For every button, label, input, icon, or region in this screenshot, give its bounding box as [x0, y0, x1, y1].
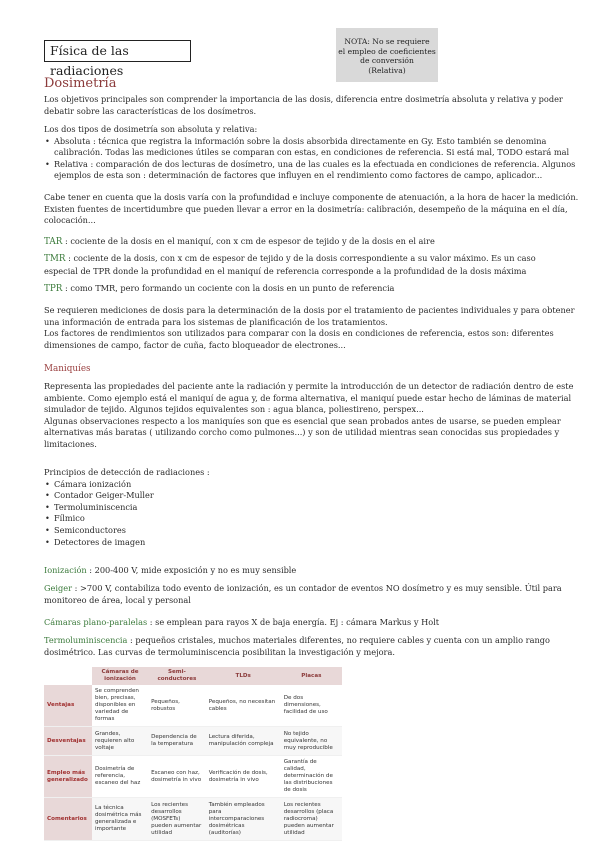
- table-row: [44, 685, 342, 727]
- tmr-text: : cociente de la dosis, con x cm de espesor de tejido y de la dosis correspondiente a su valor máximo. Es un caso: [65, 253, 536, 263]
- termo-text: : pequeños cristales, muchos materiales diferentes, no requiere cables y cuenta con un amplio rango: [127, 635, 550, 645]
- table-header-cell: Placas: [281, 667, 342, 685]
- section-heading-maniquies: Maniquíes: [44, 364, 91, 374]
- table-cell: Pequeños, no necesitan cables: [206, 685, 281, 727]
- row-label: Desventajas: [44, 727, 92, 756]
- ionizacion-text: : 200-400 V, mide exposición y no es muy sensible: [86, 565, 297, 575]
- row-label: Ventajas: [44, 685, 92, 727]
- table-cell: Los recientes desarrollos (placa radiocroma) pueden aumentar utilidad: [281, 798, 342, 841]
- text-line: alternativas más baratas ( utilizando corcho como pulmones...) y son de utilidad mientras sean conocidas sus propiedades y: [44, 427, 560, 438]
- text-line: colocación...: [44, 215, 96, 226]
- dosimeter-comparison-table: [44, 667, 342, 841]
- table-cell: Grandes, requieren alto voltaje: [92, 727, 148, 756]
- text-line: simulador de tejido. Algunos tejidos equivalentes son : agua blanca, poliestireno, perspex...: [44, 404, 424, 415]
- table-cell: También empleados para intercomparaciones dosimétricas (auditorías): [206, 798, 281, 841]
- list-title: Principios de detección de radiaciones :: [44, 467, 210, 477]
- section-heading-dosimetria: Dosimetría: [44, 76, 117, 91]
- table-cell: No tejido equivalente, no muy reproducible: [281, 727, 342, 756]
- table-cell: La técnica dosimétrica más generalizada e importante: [92, 798, 148, 841]
- row-label: Comentarios: [44, 798, 92, 841]
- table-cell: Se comprenden bien, precisas, disponibles en variedad de formas: [92, 685, 148, 727]
- page-title: Física de las radiaciones: [44, 40, 191, 62]
- table-cell: Garantía de calidad, determinación de las distribuciones de dosis: [281, 756, 342, 798]
- note-line: (Relativa): [368, 65, 406, 75]
- note-line: NOTA: No se requiere: [344, 37, 430, 46]
- geiger-text: : >700 V, contabiliza todo evento de ionización, es un contador de eventos NO dosímetro y es muy sensible. Útil para: [72, 583, 562, 593]
- table-row: [44, 798, 342, 841]
- text-line: Algunas observaciones respecto a los maniquíes son que es esencial que sean probados antes de usarse, se pueden emplear: [44, 415, 561, 426]
- text-line: calibración. Todas las mediciones útiles se comparan con estas, en condiciones de referencia. Si está mal, TODO estará mal: [54, 147, 570, 158]
- list-item: • Contador Geiger-Muller: [44, 490, 586, 502]
- table-header-cell: Semi-conductores: [148, 667, 206, 685]
- ionizacion-definition: [44, 565, 586, 577]
- text-line: Se requieren mediciones de dosis para la determinación de la dosis por el tratamiento de pacientes individuales y para obtener: [44, 305, 575, 315]
- text-line: Los factores de rendimientos son utilizados para comparar con la dosis en condiciones de referencia, estos son: diferentes: [44, 328, 554, 339]
- table-header-cell: [44, 667, 92, 685]
- text-line: dosimétrico. Las curvas de termoluminiscencia posibilitan la investigación y mejora.: [44, 646, 395, 657]
- note-line: de conversión: [360, 56, 414, 66]
- table-header-cell: TLDs: [206, 667, 281, 685]
- row-label: Empleo más generalizado: [44, 756, 92, 798]
- tar-term: TAR: [44, 237, 63, 247]
- bullet-relativa: • Relativa : comparación de dos lecturas de dosímetro, una de las cuales es la efectuada en condiciones de referencia. Algunos: [44, 159, 586, 171]
- geiger-term: Geiger: [44, 583, 73, 593]
- text-line: monitoreo de área, local y personal: [44, 594, 191, 605]
- tpr-definition: [44, 283, 586, 296]
- text-line: Existen fuentes de incertidumbre que pueden llevar a error en la dosimetría: calibración, desempeño de la máquina en el día,: [44, 203, 568, 214]
- table-header-row: [44, 667, 342, 685]
- principios-list: [44, 467, 586, 548]
- table-cell: Dosimetría de referencia, escaneo del haz: [92, 756, 148, 798]
- table-cell: Lectura diferida, manipulación compleja: [206, 727, 281, 756]
- table-header-cell: Cámaras de ionización: [92, 667, 148, 685]
- bullet-absoluta: • Absoluta : técnica que registra la información sobre la dosis absorbida directamente en Gy. Esto también se denomina: [44, 136, 586, 148]
- table-cell: De dos dimensiones, facilidad de uso: [281, 685, 342, 727]
- tmr-term: TMR: [44, 254, 66, 264]
- text-line: Los dos tipos de dosimetría son absoluta y relativa:: [44, 124, 258, 134]
- tpr-term: TPR: [44, 284, 63, 294]
- tar-definition: [44, 236, 586, 249]
- geiger-definition: [44, 583, 586, 606]
- text-line: limitaciones.: [44, 438, 97, 449]
- text-line: una información de entrada para los sistemas de planificación de los tratamientos.: [44, 316, 388, 327]
- types-paragraph: [44, 124, 586, 182]
- table-cell: Pequeños, robustos: [148, 685, 206, 727]
- list-item: • Fílmico: [44, 513, 586, 525]
- table-cell: Escaneo con haz, dosimetría in vivo: [148, 756, 206, 798]
- list-item: • Termoluminiscencia: [44, 502, 586, 514]
- termo-term: Termoluminiscencia: [44, 635, 128, 645]
- intro-paragraph: [44, 94, 586, 117]
- camaras-term: Cámaras plano-paralelas: [44, 617, 148, 627]
- list-item: • Detectores de imagen: [44, 537, 586, 549]
- table-cell: Dependencia de la temperatura: [148, 727, 206, 756]
- text-line: ejemplos de esta son : determinación de factores que influyen en el rendimiento como factores de campo, aplicador...: [54, 170, 543, 181]
- text-line: ambiente. Como ejemplo está el maniquí de agua y, de forma alternativa, el maniquí puede estar hecho de láminas de material: [44, 392, 572, 403]
- table-cell: Verificación de dosis, dosimetría in vivo: [206, 756, 281, 798]
- tar-text: : cociente de la dosis en el maniquí, con x cm de espesor de tejido y de la dosis en el aire: [62, 236, 435, 246]
- text-line: especial de TPR donde la profundidad en el maniquí de referencia corresponde a la profundidad de la dosis máxima: [44, 265, 527, 276]
- camaras-text: : se emplean para rayos X de baja energía. Ej : cámara Markus y Holt: [147, 617, 440, 627]
- tpr-text: : como TMR, pero formando un cociente con la dosis en un punto de referencia: [62, 283, 395, 293]
- requieren-paragraph: [44, 305, 586, 351]
- text-line: debatir sobre las características de los dosímetros.: [44, 105, 257, 116]
- tmr-definition: [44, 253, 586, 277]
- list-item: • Semiconductores: [44, 525, 586, 537]
- text-line: Cabe tener en cuenta que la dosis varía con la profundidad e incluye componente de atenuación, a la hora de hacer la medición.: [44, 192, 579, 202]
- text-line: Representa las propiedades del paciente ante la radiación y permite la introducción de un detector de radiación dentro de este: [44, 381, 574, 391]
- note-line: el empleo de coeficientes: [338, 46, 436, 56]
- cabe-paragraph: [44, 192, 586, 227]
- maniquies-paragraph: [44, 381, 586, 451]
- table-row: [44, 756, 342, 798]
- ionizacion-term: Ionización: [44, 565, 87, 575]
- list-item: • Cámara ionización: [44, 479, 586, 491]
- table-row: [44, 727, 342, 756]
- note-box: [336, 28, 438, 82]
- table-cell: Los recientes desarrollos (MOSFETs) pueden aumentar utilidad: [148, 798, 206, 841]
- termo-definition: [44, 635, 586, 658]
- text-line: Los objetivos principales son comprender la importancia de las dosis, diferencia entre dosimetría absoluta y relativa y poder: [44, 94, 563, 104]
- camaras-definition: [44, 617, 586, 629]
- text-line: dimensiones de campo, factor de cuña, facto bloqueador de electrones...: [44, 339, 346, 350]
